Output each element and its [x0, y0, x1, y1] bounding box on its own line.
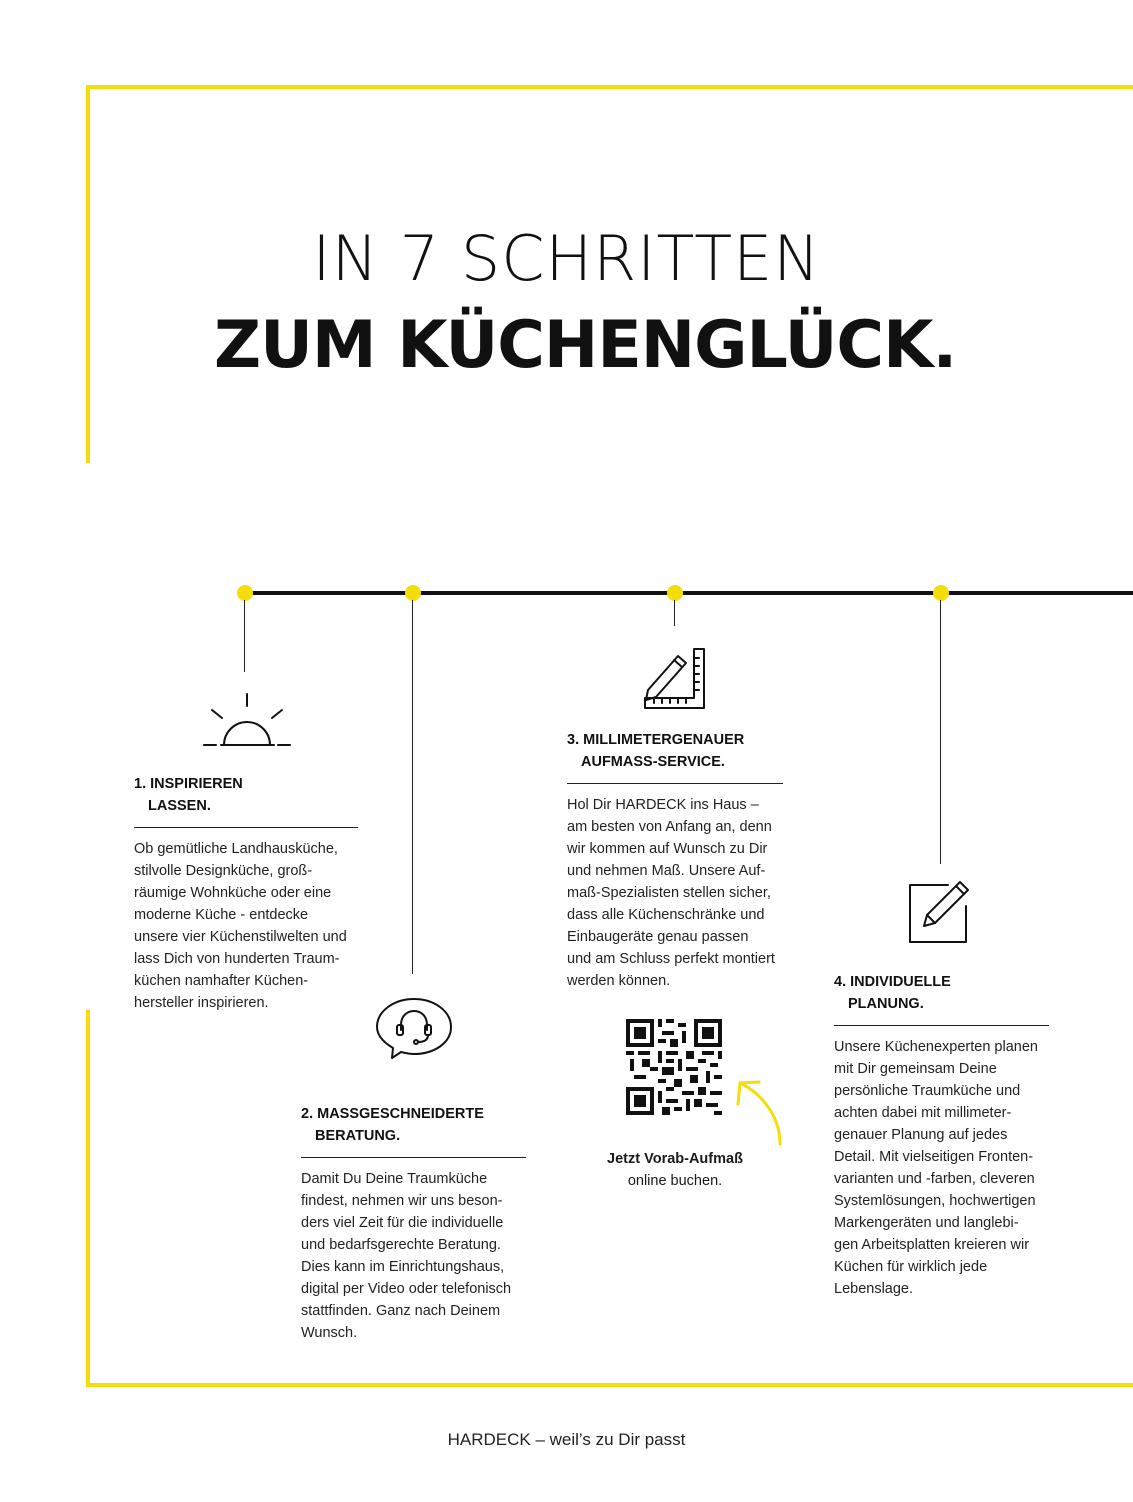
- sunrise-icon: [202, 690, 292, 750]
- step-3-title: 3. MILLIMETERGENAUER AUFMASS-SERVICE.: [567, 732, 745, 770]
- step-2-text: Damit Du Deine Traumküche findest, nehmen wir uns beson- ders viel Zeit für die individuelle und bedarfsgerechte Beratung. Dies kann im Einrichtungshaus, digital per Video oder telefonisch stattfinden. Ganz nach Deinem Wunsch.: [301, 1171, 512, 1341]
- frame-bottom-line: [86, 1383, 1133, 1387]
- headline-line2: ZUM KÜCHENGLÜCK.: [214, 308, 957, 383]
- footer-tagline: HARDECK – weil’s zu Dir passt: [447, 1430, 686, 1449]
- step-3: [567, 729, 783, 992]
- qr-code[interactable]: [626, 1019, 722, 1115]
- arrow-icon: [730, 1074, 790, 1150]
- step-1-title: 1. INSPIRIEREN LASSEN.: [134, 776, 243, 814]
- connector-2: [412, 600, 413, 974]
- timeline-dot-1: [237, 585, 253, 601]
- timeline-dot-4: [933, 585, 949, 601]
- step-2: [301, 1103, 526, 1344]
- connector-1: [244, 600, 245, 672]
- timeline-bar: [244, 591, 1133, 595]
- step-3-text: Hol Dir HARDECK ins Haus – am besten von Anfang an, denn wir kommen auf Wunsch zu Dir und nehmen Maß. Unsere Auf- maß-Spezialisten stellen sicher, dass alle Küchenschränke und Einbaugeräte genau passen und am Schluss perfekt montiert werden können.: [567, 797, 775, 989]
- step-4-title: 4. INDIVIDUELLE PLANUNG.: [834, 974, 951, 1012]
- step-1: [134, 773, 358, 1014]
- qr-caption-regular: online buchen.: [627, 1173, 723, 1189]
- frame-top-line: [86, 85, 1133, 89]
- connector-3: [674, 600, 675, 626]
- qr-caption-bold: Jetzt Vorab-Aufmaß: [607, 1151, 743, 1167]
- timeline-dot-3: [667, 585, 683, 601]
- qr-caption: [575, 1148, 775, 1192]
- step-4-text: Unsere Küchenexperten planen mit Dir gemeinsam Deine persönliche Traumküche und achten dabei mit millimeter- genauer Planung auf jedes Detail. Mit vielseitigen Fronten- varianten und -farben, cleveren Systemlösungen, hochwertigen Markengeräten und langlebi- gen Arbeitsplatten kreieren wir Küchen für wirklich jede Lebenslage.: [834, 1039, 1038, 1297]
- step-1-rule: [134, 827, 358, 828]
- headset-chat-icon: [374, 996, 454, 1060]
- headline-line1: IN 7 SCHRITTEN: [312, 222, 821, 295]
- step-2-rule: [301, 1157, 526, 1158]
- connector-4: [940, 600, 941, 864]
- step-4: [834, 971, 1049, 1300]
- pencil-ruler-icon: [640, 646, 710, 712]
- timeline-dot-2: [405, 585, 421, 601]
- step-4-rule: [834, 1025, 1049, 1026]
- step-1-text: Ob gemütliche Landhausküche, stilvolle Designküche, groß- räumige Wohnküche oder eine moderne Küche - entdecke unsere vier Küchenstilwelten und lass Dich von hunderten Traum- küchen namhafter Küchen- hersteller inspirieren.: [134, 841, 347, 1011]
- step-2-title: 2. MASSGESCHNEIDERTE BERATUNG.: [301, 1106, 484, 1144]
- step-3-rule: [567, 783, 783, 784]
- frame-left-lower-line: [86, 1010, 90, 1386]
- edit-square-icon: [906, 876, 976, 946]
